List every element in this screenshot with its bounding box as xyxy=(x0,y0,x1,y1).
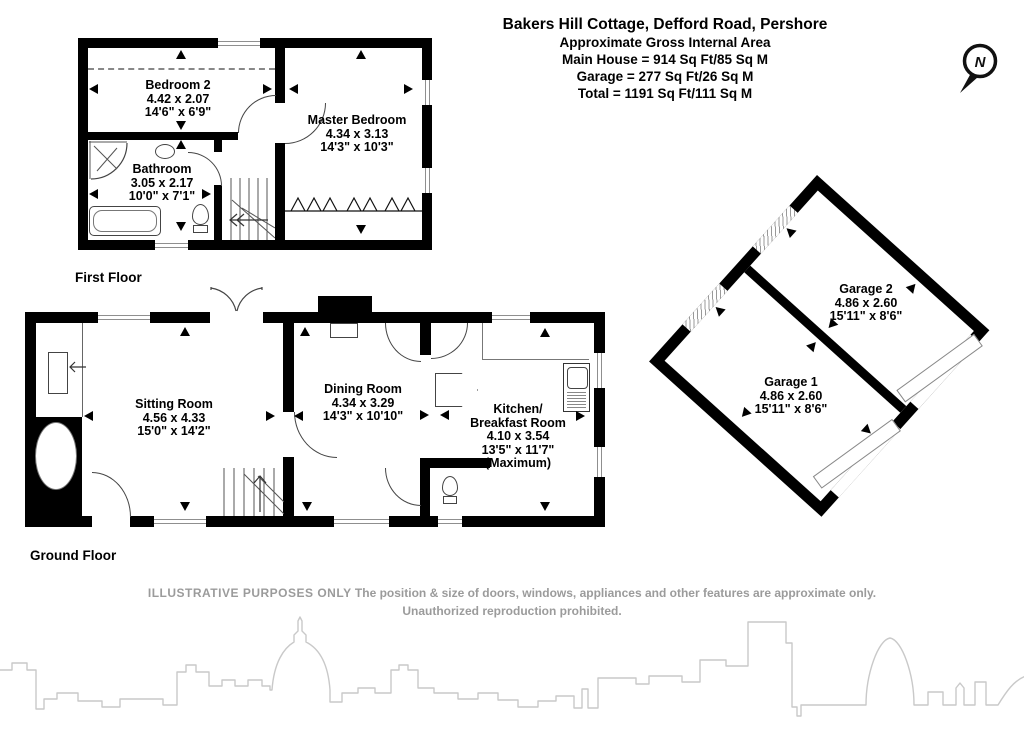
porch-oval-feature xyxy=(35,422,77,490)
header-block xyxy=(450,16,880,102)
toilet-base xyxy=(443,496,457,504)
measure-arrow-down xyxy=(356,225,366,234)
room-size-imperial: 14'3" x 10'3" xyxy=(320,140,394,154)
measure-arrow-up xyxy=(806,339,819,352)
window xyxy=(594,447,605,477)
chimney-breast xyxy=(318,296,372,313)
kitchen-unit xyxy=(435,373,478,407)
wall-segment xyxy=(283,457,294,516)
entrance-double-door-arc xyxy=(210,287,263,313)
measure-arrow-up xyxy=(176,140,186,149)
ground-floor-label: Ground Floor xyxy=(30,548,117,563)
door-opening xyxy=(92,516,130,527)
wall-segment xyxy=(88,132,238,140)
wall-segment xyxy=(420,458,430,516)
room-size-imperial: 14'3" x 10'10" xyxy=(322,409,404,423)
garage-door-panel xyxy=(896,334,982,403)
page-title: Bakers Hill Cottage, Defford Road, Pershore xyxy=(502,16,828,33)
measure-arrow-down xyxy=(180,502,190,511)
window-seat xyxy=(48,352,68,394)
wall-segment xyxy=(275,143,285,240)
room-name: Garage 1 xyxy=(764,375,818,389)
compass-letter: N xyxy=(974,54,986,71)
garage-plan xyxy=(649,175,989,517)
room-size-imperial: 14'6" x 6'9" xyxy=(144,105,212,119)
room-size-metric: 4.86 x 2.60 xyxy=(759,388,823,403)
measure-arrow-up xyxy=(540,328,550,337)
bathtub-icon xyxy=(89,206,161,236)
measure-arrow-down xyxy=(540,502,550,511)
measure-arrow-down xyxy=(176,121,186,130)
window xyxy=(422,168,432,193)
door-opening xyxy=(210,312,263,323)
room-size-imperial: 15'0" x 14'2" xyxy=(137,424,211,438)
room-size-imperial: 15'11" x 8'6" xyxy=(754,402,828,416)
disclaimer-emphasis: ILLUSTRATIVE PURPOSES ONLY xyxy=(147,586,352,600)
door-arc xyxy=(385,468,421,506)
wall-segment xyxy=(420,323,431,355)
room-label-sitting-room xyxy=(99,398,249,439)
measure-arrow-right xyxy=(266,411,275,421)
first-floor-label: First Floor xyxy=(75,270,142,285)
measure-arrow-up xyxy=(300,327,310,336)
room-name: Master Bedroom xyxy=(307,113,407,127)
wall-segment xyxy=(275,48,285,103)
area-line-2: Main House = 914 Sq Ft/85 Sq M xyxy=(562,52,768,67)
sink-bowl xyxy=(567,367,588,389)
wardrobe-hatch xyxy=(285,196,422,212)
compass-north-icon xyxy=(948,33,1010,99)
room-size-imperial: 10'0" x 7'1" xyxy=(128,189,196,203)
door-arc xyxy=(385,323,421,362)
room-name: Bathroom xyxy=(132,162,192,176)
room-label-master-bedroom xyxy=(277,114,437,155)
room-size-metric: 4.10 x 3.54 xyxy=(486,429,550,443)
restricted-height-line xyxy=(88,68,275,70)
window xyxy=(98,312,150,323)
area-line-1: Approximate Gross Internal Area xyxy=(559,35,771,50)
disclaimer-text: The position & size of doors, windows, appliances and other features are approximate only. Unauthorized reproduction prohibited. xyxy=(351,586,877,618)
room-name: Bedroom 2 xyxy=(145,78,211,92)
room-label-dining-room xyxy=(288,383,438,424)
window xyxy=(334,516,389,527)
room-size-metric: 4.34 x 3.29 xyxy=(331,395,395,410)
window xyxy=(594,353,605,388)
small-arrow-left xyxy=(68,361,86,373)
room-label-kitchen xyxy=(443,403,593,471)
room-size-metric: 3.05 x 2.17 xyxy=(130,175,194,190)
toilet-icon xyxy=(442,476,458,496)
measure-arrow-right xyxy=(404,84,413,94)
window xyxy=(492,312,530,323)
measure-arrow-up xyxy=(356,50,366,59)
room-label-garage1 xyxy=(721,376,861,417)
room-label-garage2 xyxy=(796,283,936,324)
window xyxy=(154,516,206,527)
toilet-icon xyxy=(192,204,209,225)
room-name: Kitchen/ xyxy=(493,402,543,416)
staircase xyxy=(214,468,284,516)
room-size-metric: 4.56 x 4.33 xyxy=(142,410,206,425)
area-line-3: Garage = 277 Sq Ft/26 Sq M xyxy=(576,69,754,84)
measure-arrow-left xyxy=(89,84,98,94)
disclaimer xyxy=(112,584,912,620)
measure-arrow-left xyxy=(84,411,93,421)
room-size-imperial: 15'11" x 8'6" xyxy=(829,309,903,323)
window xyxy=(422,80,432,105)
basin-icon xyxy=(155,144,175,159)
room-name: Dining Room xyxy=(324,382,402,396)
window xyxy=(155,240,188,250)
area-line-4: Total = 1191 Sq Ft/111 Sq M xyxy=(577,86,753,101)
toilet-base xyxy=(193,225,208,233)
window xyxy=(218,38,260,48)
garage-door-panel xyxy=(813,419,901,489)
room-label-bathroom xyxy=(92,163,232,204)
measure-arrow-left xyxy=(289,84,298,94)
measure-arrow-right xyxy=(263,84,272,94)
room-name: Breakfast Room xyxy=(470,415,566,430)
measure-arrow-up xyxy=(176,50,186,59)
door-arc xyxy=(92,472,131,517)
room-size-metric: 4.42 x 2.07 xyxy=(146,91,210,106)
kitchen-counter xyxy=(482,323,589,360)
room-name: Garage 2 xyxy=(839,282,893,296)
measure-arrow-up xyxy=(180,327,190,336)
room-label-bedroom2 xyxy=(108,79,248,120)
room-size-imperial: 13'5" x 11'7" xyxy=(481,442,555,457)
room-size-metric: 4.86 x 2.60 xyxy=(834,295,898,310)
room-size-metric: 4.34 x 3.13 xyxy=(325,126,389,141)
waste-pipe xyxy=(438,516,462,527)
fireplace xyxy=(330,323,358,338)
wall-segment xyxy=(214,140,222,152)
room-size-note: (Maximum) xyxy=(485,456,551,470)
city-skyline-graphic xyxy=(0,612,1024,730)
measure-arrow-down xyxy=(176,222,186,231)
door-arc xyxy=(431,323,468,359)
room-name: Sitting Room xyxy=(135,397,213,411)
measure-arrow-down xyxy=(302,502,312,511)
